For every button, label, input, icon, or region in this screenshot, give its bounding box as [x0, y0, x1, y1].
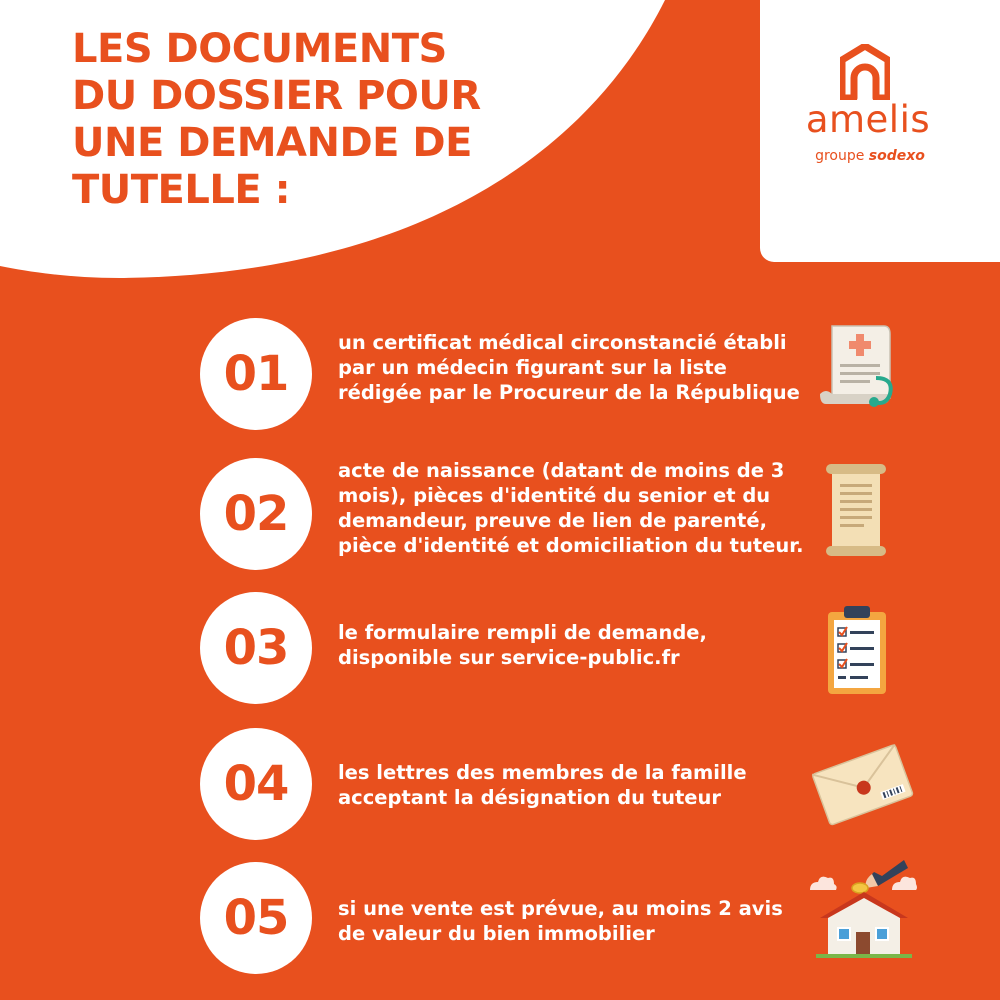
number-label: 04 — [223, 756, 289, 812]
number-badge — [200, 592, 312, 704]
number-label: 03 — [223, 620, 289, 676]
number-badge — [200, 458, 312, 570]
house-arch-icon — [840, 44, 890, 100]
item-text: un certificat médical circonstancié établi par un médecin figurant sur la liste rédigée par le Procureur de la République — [338, 331, 800, 404]
page-title: LES DOCUMENTS DU DOSSIER POUR UNE DEMANDE DE TUTELLE : — [72, 26, 481, 213]
number-label: 01 — [223, 346, 289, 402]
number-badge — [200, 728, 312, 840]
number-badge — [200, 318, 312, 430]
item-text: acte de naissance (datant de moins de 3 mois), pièces d'identité du senior et du demandeur, preuve de lien de parenté, pièce d'identité et domiciliation du tuteur. — [338, 459, 804, 557]
item-text: si une vente est prévue, au moins 2 avis de valeur du bien immobilier — [338, 897, 783, 945]
item-text: les lettres des membres de la famille acceptant la désignation du tuteur — [338, 761, 747, 809]
parchment-scroll-icon — [824, 462, 888, 558]
logo-subtitle — [790, 148, 950, 164]
number-label: 02 — [223, 486, 289, 542]
number-label: 05 — [223, 890, 289, 946]
house-coin-icon — [808, 856, 918, 960]
item-text: le formulaire rempli de demande, disponible sur service-public.fr — [338, 621, 707, 669]
clipboard-checklist-icon — [826, 604, 888, 696]
logo-wordmark: amelis — [805, 98, 931, 141]
sealed-envelope-icon — [806, 738, 918, 828]
number-badge — [200, 862, 312, 974]
logo-group-prefix: groupe — [815, 148, 865, 164]
medical-certificate-stethoscope-icon — [818, 322, 898, 408]
logo-group-brand: sodexo — [868, 148, 925, 164]
